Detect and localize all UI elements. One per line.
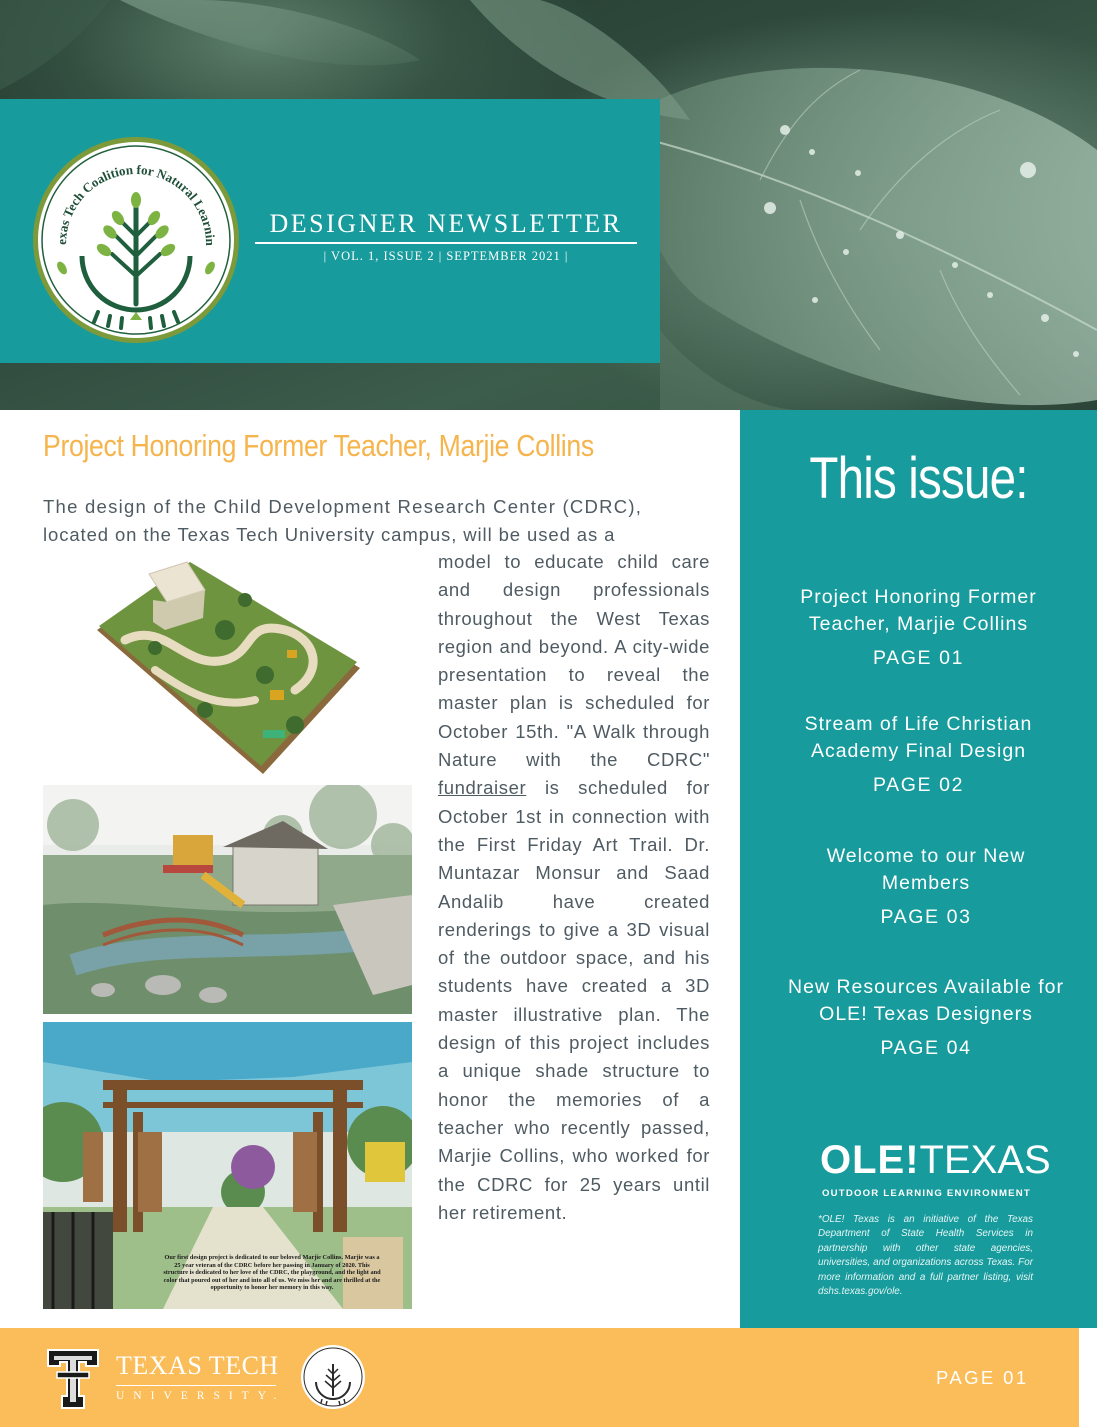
sidebar <box>740 410 1097 1328</box>
ole-texas-logo <box>820 1138 1051 1220</box>
toc-item-title: New Resources Available for OLE! Texas Designers <box>788 976 1064 1025</box>
university-name: TEXAS TECH <box>116 1351 279 1380</box>
university-rule <box>116 1385 276 1386</box>
toc-item-page: PAGE 04 <box>880 1037 972 1059</box>
fundraiser-link[interactable]: fundraiser <box>438 777 527 799</box>
newsletter-title: DESIGNER NEWSLETTER <box>255 209 637 244</box>
body-text-2: is scheduled for October 1st in connection with the First Friday Art Trail. Dr. Muntazar Monsur and Saad Andalib have created renderings to give a 3D visual of the outdoor space, and his students have created a 3D master illustrative plan. The design of this project includes a unique shade structure to honor the memories of a teacher who recently passed, Marjie Collins, who worked for the CDRC for 25 years until her retirement. <box>438 777 710 1223</box>
footer-page-label: PAGE 01 <box>936 1367 1029 1388</box>
toc-item-4[interactable] <box>770 974 1082 1062</box>
ole-logo-bold: OLE! <box>820 1138 920 1182</box>
tree-seal-icon <box>32 136 240 344</box>
article-body <box>438 548 710 1227</box>
body-text-1: model to educate child care and design professionals throughout the West Texas region and beyond. A city-wide presentation to reveal the master plan is scheduled for October 15th. "A Walk through Nature with the CDRC" <box>438 551 710 771</box>
master-plan-image <box>95 560 365 776</box>
article-intro <box>43 493 711 550</box>
logo-ring-text: exas Tech Coalition for Natural Learnin <box>53 161 219 246</box>
footer <box>0 1328 1079 1427</box>
coalition-logo <box>32 136 240 344</box>
ole-logo-subtitle: OUTDOOR LEARNING ENVIRONMENT <box>822 1188 1031 1199</box>
intro-line-1: The design of the Child Development Research Center (CDRC), <box>43 496 643 517</box>
toc-item-2[interactable] <box>760 711 1077 799</box>
toc-item-title: Project Honoring Former Teacher, Marjie Collins <box>800 586 1037 635</box>
issue-line: | VOL. 1, ISSUE 2 | SEPTEMBER 2021 | <box>323 249 569 263</box>
intro-line-2: located on the Texas Tech University campus, will be used as a <box>43 524 616 546</box>
ole-note: *OLE! Texas is an initiative of the Texas Department of State Health Services in partnership with other state agencies, universities, and organizations across Texas. For more information and a full partner listing, visit dshs.texas.gov/ole. <box>818 1214 1033 1298</box>
university-sub: UNIVERSITY. <box>116 1390 286 1402</box>
ole-logo-wordmark <box>820 1138 1051 1183</box>
footer-seal-icon <box>300 1344 366 1410</box>
playground-rendering-image <box>43 785 412 1014</box>
toc-item-1[interactable] <box>760 584 1077 672</box>
title-block <box>0 99 660 363</box>
image-caption: Our first design project is dedicated to our beloved Marjie Collins. Marjie was a 25 year veteran of the CDRC before her passing in January of 2020. This structure is dedicated to her love of the CDRC, the playground, and the light and color that poured out of her and into all of us. We miss her and are thrilled at the opportunity to honor her memory in this way. <box>163 1254 381 1292</box>
article-title: Project Honoring Former Teacher, Marjie Collins <box>43 428 594 463</box>
toc-item-title: Stream of Life Christian Academy Final Design <box>804 713 1033 762</box>
toc-item-title: Welcome to our New Members <box>826 845 1026 894</box>
ole-logo-thin: TEXAS <box>919 1138 1051 1182</box>
toc-item-page: PAGE 02 <box>872 774 965 796</box>
toc-item-3[interactable] <box>780 843 1072 931</box>
toc-item-page: PAGE 01 <box>872 647 965 669</box>
toc-item-page: PAGE 03 <box>880 906 972 928</box>
shade-structure-rendering-image <box>43 1022 412 1309</box>
hero-banner <box>0 0 1097 410</box>
double-t-icon <box>46 1348 100 1410</box>
sidebar-title: This issue: <box>809 446 1028 511</box>
